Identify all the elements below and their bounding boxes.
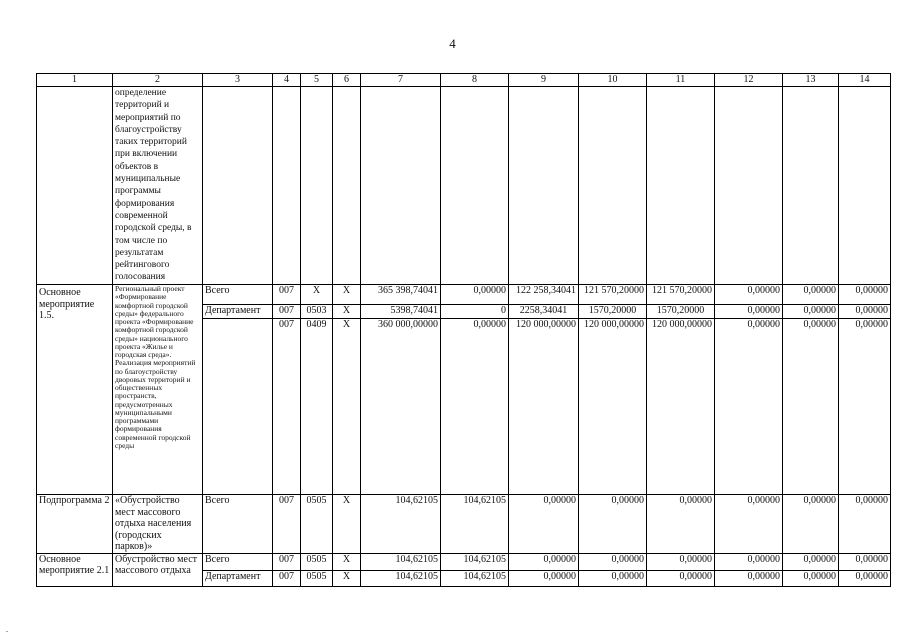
cell-c5: 0503 — [301, 305, 333, 319]
cell-c10: 0,00000 — [579, 495, 647, 554]
cell-c12: 0,00000 — [715, 570, 783, 586]
header-col-8: 8 — [441, 74, 509, 87]
cell-c3: Всего — [203, 285, 273, 305]
cell-c5: 0505 — [301, 570, 333, 586]
cell-c3: Всего — [203, 495, 273, 554]
cell-c14: 0,00000 — [839, 495, 891, 554]
cell-c11: 1570,20000 — [647, 305, 715, 319]
cell-c9: 0,00000 — [509, 495, 579, 554]
header-col-12: 12 — [715, 74, 783, 87]
cell-c4: 007 — [273, 319, 301, 495]
cell-c11: 0,00000 — [647, 553, 715, 570]
cell-c7: 104,62105 — [361, 553, 441, 570]
cell-c12: 0,00000 — [715, 495, 783, 554]
cell-c9: 122 258,34041 — [509, 285, 579, 305]
cell-c13: 0,00000 — [783, 285, 839, 305]
header-col-7: 7 — [361, 74, 441, 87]
cell-c12: 0,00000 — [715, 305, 783, 319]
cell-c3: Департамент — [203, 570, 273, 586]
cell-c13: 0,00000 — [783, 570, 839, 586]
cell-c10: 120 000,00000 — [579, 319, 647, 495]
cell-c9: 2258,34041 — [509, 305, 579, 319]
cell-c6: Х — [333, 570, 361, 586]
cell-c10: 0,00000 — [579, 570, 647, 586]
header-col-2: 2 — [113, 74, 203, 87]
cell-c8: 104,62105 — [441, 553, 509, 570]
scan-mark: . — [6, 625, 8, 634]
header-col-6: 6 — [333, 74, 361, 87]
cell-c12: 0,00000 — [715, 553, 783, 570]
page-number: 4 — [449, 36, 456, 51]
cell-c13: 0,00000 — [783, 319, 839, 495]
cell-c9: 0,00000 — [509, 553, 579, 570]
header-col-5: 5 — [301, 74, 333, 87]
cell-c4: 007 — [273, 553, 301, 570]
cell-c6: Х — [333, 305, 361, 319]
cell-c5: 0505 — [301, 495, 333, 554]
cell-c8: 104,62105 — [441, 495, 509, 554]
cell-c14: 0,00000 — [839, 285, 891, 305]
cell-c4: 007 — [273, 495, 301, 554]
cell-c3 — [203, 319, 273, 495]
cell-c6: Х — [333, 285, 361, 305]
cell-c12: 0,00000 — [715, 319, 783, 495]
cell-c7: 5398,74041 — [361, 305, 441, 319]
subprogram-name: «Обустройство мест массового отдыха населения (городских парков)» — [113, 495, 203, 554]
cell-c6: Х — [333, 495, 361, 554]
header-col-11: 11 — [647, 74, 715, 87]
cell-c7: 104,62105 — [361, 495, 441, 554]
cell-c11: 0,00000 — [647, 495, 715, 554]
header-col-3: 3 — [203, 74, 273, 87]
cell-c13: 0,00000 — [783, 495, 839, 554]
cell-c6: Х — [333, 319, 361, 495]
cell-c14: 0,00000 — [839, 570, 891, 586]
cell-c7: 104,62105 — [361, 570, 441, 586]
cell-c8: 0,00000 — [441, 319, 509, 495]
cell-c6: Х — [333, 553, 361, 570]
measure-name: Обустройство мест массового отдыха — [113, 553, 203, 586]
budget-table — [36, 73, 891, 587]
table-row — [37, 553, 891, 570]
cell-c10: 121 570,20000 — [579, 285, 647, 305]
cell-c9: 0,00000 — [509, 570, 579, 586]
cell-c10: 0,00000 — [579, 553, 647, 570]
cell-c10: 1570,20000 — [579, 305, 647, 319]
header-col-9: 9 — [509, 74, 579, 87]
cell-c4: 007 — [273, 305, 301, 319]
table-row — [37, 285, 891, 305]
cell-c7: 365 398,74041 — [361, 285, 441, 305]
header-col-13: 13 — [783, 74, 839, 87]
header-col-10: 10 — [579, 74, 647, 87]
cell-c3: Департамент — [203, 305, 273, 319]
cell-c4: 007 — [273, 570, 301, 586]
cell-c4: 007 — [273, 285, 301, 305]
cell-c11: 0,00000 — [647, 570, 715, 586]
cell-c8: 0,00000 — [441, 285, 509, 305]
cell-c14: 0,00000 — [839, 553, 891, 570]
cell-c13: 0,00000 — [783, 305, 839, 319]
cell-c3: Всего — [203, 553, 273, 570]
measure-name: Региональный проект «Формирование комфортной городской среды» федерального проекта «Формирование комфортной городской среды» национального проекта «Жилье и городская среда». Реализация мероприятий по благоустройству дворовых территорий и общественных пространств, предусмотренных муниципальными программами формирования современной городской среды — [113, 285, 203, 495]
cell-c8: 104,62105 — [441, 570, 509, 586]
cell-c7: 360 000,00000 — [361, 319, 441, 495]
cell-c13: 0,00000 — [783, 553, 839, 570]
cell-c11: 120 000,00000 — [647, 319, 715, 495]
header-col-1: 1 — [37, 74, 113, 87]
cell-c8: 0 — [441, 305, 509, 319]
measure-label: Основное мероприятие 1.5. — [37, 285, 113, 495]
table-row — [37, 87, 891, 285]
subprogram-label: Подпрограмма 2 — [37, 495, 113, 554]
cell-c12: 0,00000 — [715, 285, 783, 305]
measure-name-continuation: определение территорий и мероприятий по благоустройству таких территорий при включении объектов в муниципальные программы формирования современной городской среды, в том числе по результатам рейтингового голосования — [113, 87, 203, 285]
header-col-14: 14 — [839, 74, 891, 87]
cell-c5: 0505 — [301, 553, 333, 570]
measure-label: Основное мероприятие 2.1 — [37, 553, 113, 586]
cell-c9: 120 000,00000 — [509, 319, 579, 495]
cell-c5: Х — [301, 285, 333, 305]
header-col-4: 4 — [273, 74, 301, 87]
cell-c5: 0409 — [301, 319, 333, 495]
cell-c11: 121 570,20000 — [647, 285, 715, 305]
cell-c14: 0,00000 — [839, 305, 891, 319]
table-row — [37, 495, 891, 554]
header-row — [37, 74, 891, 87]
cell-c14: 0,00000 — [839, 319, 891, 495]
